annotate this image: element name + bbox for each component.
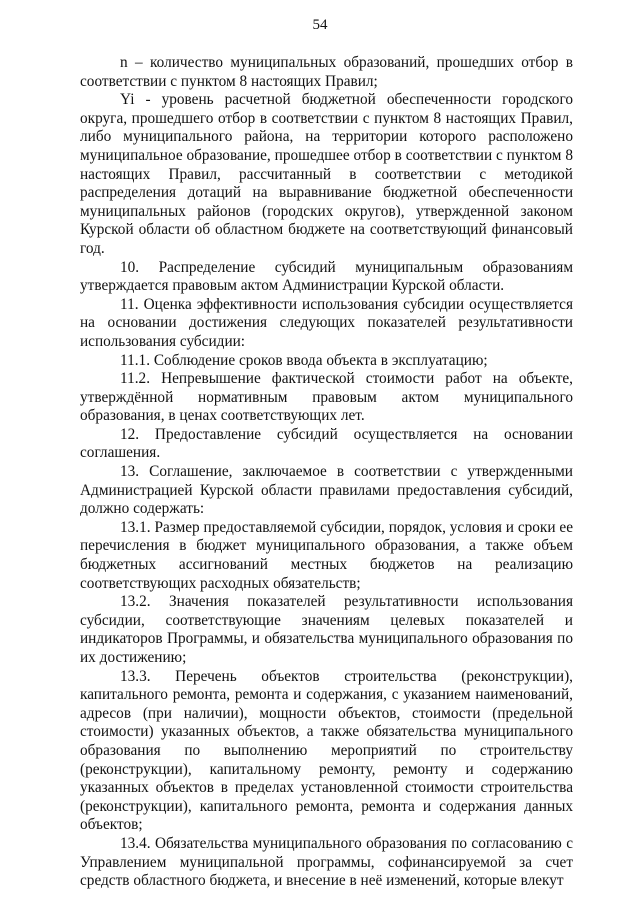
paragraph-clause-13: 13. Соглашение, заключаемое в соответствии с утвержденными Администрацией Курской области правилами предоставления субсидий, должно содержать:	[80, 463, 573, 518]
paragraph-clause-13-3: 13.3. Перечень объектов строительства (реконструкции), капитального ремонта, ремонта и содержания, с указанием наименований, адресов (при наличии), мощности объектов, стоимости (предельной стоимости) указанных объектов, а также обязательства муниципального образования по выполнению мероприятий по строительству (реконструкции), капитальному ремонту, ремонту и содержанию указанных объектов в пределах установленной стоимости строительства (реконструкции), капитального ремонта, ремонта и содержания данных объектов;	[80, 667, 573, 834]
paragraph-n-definition: n – количество муниципальных образований, прошедших отбор в соответствии с пунктом 8 настоящих Правил;	[80, 54, 573, 90]
paragraph-clause-11-2: 11.2. Непревышение фактической стоимости работ на объекте, утверждённой нормативным правовым актом муниципального образования, в ценах соответствующих лет.	[80, 370, 573, 425]
paragraph-clause-10: 10. Распределение субсидий муниципальным образованиям утверждается правовым актом Администрации Курской области.	[80, 258, 573, 295]
paragraph-clause-13-2: 13.2. Значения показателей результативности использования субсидии, соответствующие значениям целевых показателей и индикаторов Программы, и обязательства муниципального образования по их достижению;	[80, 593, 573, 666]
paragraph-clause-13-1: 13.1. Размер предоставляемой субсидии, порядок, условия и сроки ее перечисления в бюджет муниципального образования, а также объем бюджетных ассигнований местных бюджетов на реализацию соответствующих расходных обязательств;	[80, 518, 573, 592]
document-body	[80, 54, 573, 891]
paragraph-clause-11-1: 11.1. Соблюдение сроков ввода объекта в эксплуатацию;	[120, 351, 488, 369]
paragraph-yi-definition: Yi - уровень расчетной бюджетной обеспеченности городского округа, прошедшего отбор в соответствии с пунктом 8 настоящих Правил, либо муниципального района, на территории которого расположено муниципальное образование, прошедшее отбор в соответствии с пунктом 8 настоящих Правил, рассчитанный в соответствии с методикой распределения дотаций на выравнивание бюджетной обеспеченности муниципальных районов (городских округов), утвержденной законом Курской области об областном бюджете на соответствующий финансовый год.	[80, 91, 573, 257]
paragraph-clause-13-4: 13.4. Обязательства муниципального образования по согласованию с Управлением муниципальной программы, софинансируемой за счет средств областного бюджета, и внесение в неё изменений, которые влекут	[80, 834, 573, 890]
page-number: 54	[312, 17, 328, 33]
paragraph-clause-11: 11. Оценка эффективности использования субсидии осуществляется на основании достижения следующих показателей результативности использования субсидии:	[80, 295, 573, 350]
paragraph-clause-12: 12. Предоставление субсидий осуществляется на основании соглашения.	[80, 425, 573, 462]
